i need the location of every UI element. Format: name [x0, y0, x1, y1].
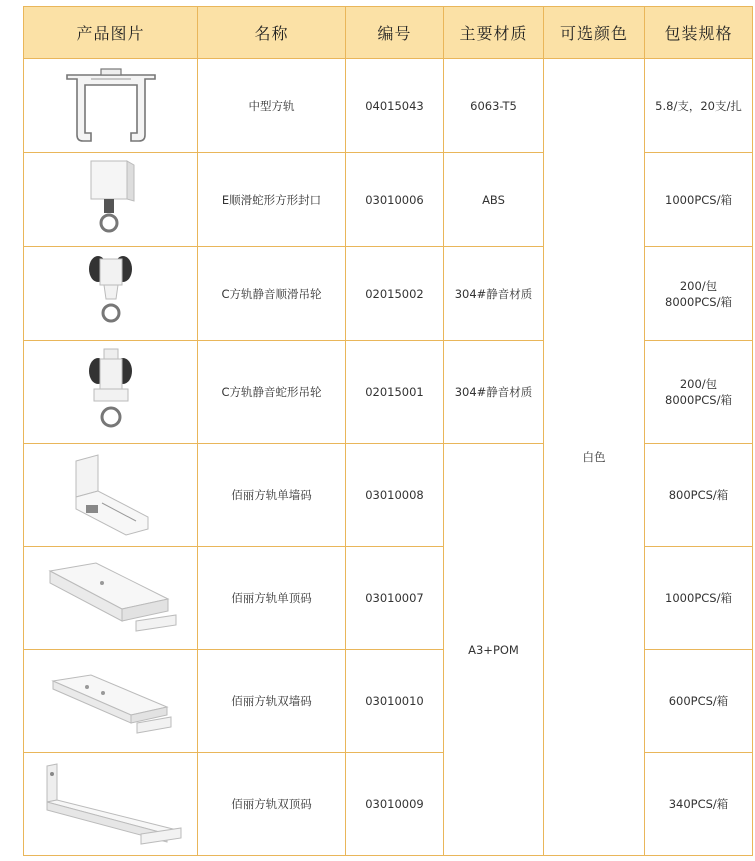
- double-wall-bracket-icon: [41, 661, 181, 741]
- product-image: [24, 247, 198, 341]
- name-cell: C方轨静音蛇形吊轮: [198, 341, 346, 444]
- header-name: 名称: [198, 7, 346, 59]
- packaging-cell: [645, 341, 753, 444]
- code-cell: 02015002: [346, 247, 444, 341]
- material-cell: A3+POM: [444, 444, 544, 856]
- header-image: 产品图片: [24, 7, 198, 59]
- header-color: 可选颜色: [544, 7, 645, 59]
- product-image: [24, 444, 198, 547]
- color-cell: 白色: [544, 59, 645, 856]
- product-image: [24, 753, 198, 856]
- header-code: 编号: [346, 7, 444, 59]
- track-profile-icon: [61, 65, 161, 147]
- code-cell: 03010008: [346, 444, 444, 547]
- product-image: [24, 153, 198, 247]
- packaging-line: 8000PCS/箱: [665, 393, 732, 407]
- code-cell: 02015001: [346, 341, 444, 444]
- product-image: [24, 650, 198, 753]
- code-cell: 04015043: [346, 59, 444, 153]
- code-cell: 03010007: [346, 547, 444, 650]
- snake-roller-icon: [76, 345, 146, 439]
- packaging-cell: 1000PCS/箱: [645, 547, 753, 650]
- name-cell: C方轨静音顺滑吊轮: [198, 247, 346, 341]
- name-cell: 佰丽方轨双顶码: [198, 753, 346, 856]
- packaging-cell: [645, 247, 753, 341]
- glider-roller-icon: [76, 249, 146, 339]
- packaging-line: 200/包: [679, 377, 718, 391]
- packaging-line: 8000PCS/箱: [665, 294, 732, 309]
- packaging-line: 200/包: [679, 278, 718, 293]
- product-spec-table: [23, 6, 753, 856]
- packaging-cell: 600PCS/箱: [645, 650, 753, 753]
- table-row: [24, 59, 753, 153]
- packaging-cell: 5.8/支，20支/扎: [645, 59, 753, 153]
- name-cell: E顺滑蛇形方形封口: [198, 153, 346, 247]
- product-image: [24, 547, 198, 650]
- single-wall-bracket-icon: [56, 447, 166, 543]
- name-cell: 佰丽方轨单墙码: [198, 444, 346, 547]
- single-ceiling-bracket-icon: [36, 553, 186, 643]
- name-cell: 佰丽方轨双墙码: [198, 650, 346, 753]
- material-cell: ABS: [444, 153, 544, 247]
- end-cap-icon: [76, 155, 146, 245]
- material-cell: 6063-T5: [444, 59, 544, 153]
- header-material: 主要材质: [444, 7, 544, 59]
- packaging-cell: 800PCS/箱: [645, 444, 753, 547]
- header-packaging: 包装规格: [645, 7, 753, 59]
- code-cell: 03010006: [346, 153, 444, 247]
- product-image: [24, 341, 198, 444]
- double-ceiling-bracket-icon: [31, 756, 191, 852]
- name-cell: 佰丽方轨单顶码: [198, 547, 346, 650]
- packaging-cell: 1000PCS/箱: [645, 153, 753, 247]
- header-row: [24, 7, 753, 59]
- code-cell: 03010009: [346, 753, 444, 856]
- code-cell: 03010010: [346, 650, 444, 753]
- packaging-cell: 340PCS/箱: [645, 753, 753, 856]
- material-cell: 304#静音材质: [444, 341, 544, 444]
- product-image: [24, 59, 198, 153]
- material-cell: 304#静音材质: [444, 247, 544, 341]
- name-cell: 中型方轨: [198, 59, 346, 153]
